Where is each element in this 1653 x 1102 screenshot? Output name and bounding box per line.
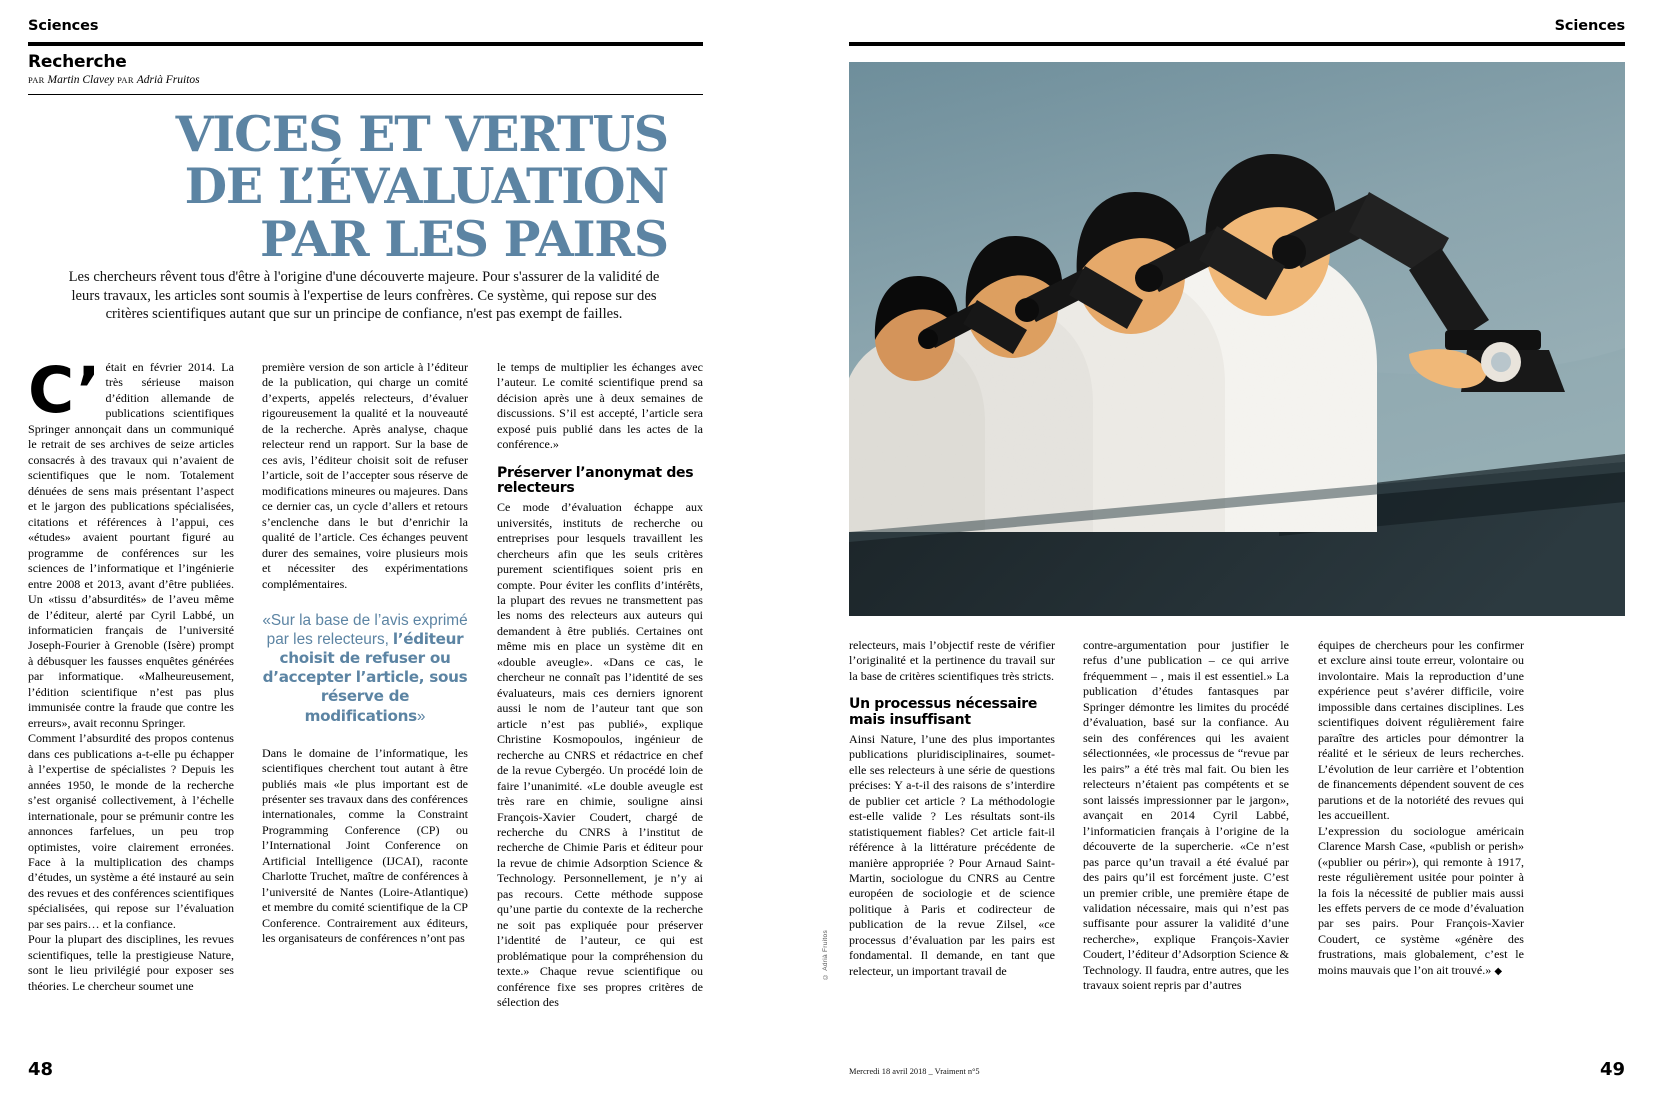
body-paragraph: C’était en février 2014. La très sérieuse maison d’édition allemande de publications scientifiques Springer annonçait dans un communiqué le retrait de ses archives de seize articles consacrés à des travaux qui n’avaient de scientifiques que le nom. Totalement dénuées de sens mais présentant l’aspect et le jargon des publications spécialisées, citations et références à l’appui, ces «études» avaient pourtant figuré au programme de conférences sur les sciences de l’informatique et l’ingénierie entre 2008 et 2013, avant d’être publiées. Un «tissu d’absurdités» de l’aveu même de l’éditeur, alerté par Cyril Labbé, un informaticien français de l’université Joseph-Fourier à Grenoble (Isère) prompt à débusquer les fausses enquêtes générées par informatique. «Malheureusement, l’édition scientifique n’est pas plus immunisée contre la fraude que contre les erreurs», avait reconnu Springer. — [28, 354, 234, 730]
page-number-left: 48 — [28, 1059, 54, 1080]
body-column-3 — [497, 360, 703, 1011]
body-column-6 — [1318, 638, 1524, 979]
left-page — [0, 0, 826, 1102]
body-paragraph: contre-argumentation pour justifier le refus d’une publication – ce qui arrive fréquemment – , mais il est essentiel.» La publication d’études fantasques par Springer démontre les limites du procédé d’évaluation, basé sur la confiance. Au sein des conférences qui les avaient sélectionnées, «le processus de “revue par les pairs” a été très mal fait. Ou bien les relecteurs n’étaient pas compétents et se sont laissés impressionner par le jargon», avançait en 2014 Cyril Labbé, l’informaticien français à l’origine de la découverte de la supercherie. «Ce n’est pas parce qu’un travail a été évalué par des pairs qu’il est forcément juste. C’est un premier crible, une première étape de validation nécessaire, mais qui n’est pas suffisante pour assurer la validité d’une recherche», explique François-Xavier Coudert, l’éditeur d’Adsorption Science & Technology. Il faudra, entre autres, que les travaux soient repris par d’autres — [1083, 638, 1289, 993]
body-column-4 — [849, 638, 1055, 979]
body-paragraph — [1318, 824, 1524, 979]
pull-quote-light: «Sur la base de l’avis exprimé par les relecteurs, — [262, 612, 468, 649]
header-rule-right — [849, 42, 1625, 46]
byline-rule — [28, 94, 703, 95]
standfirst: Les chercheurs rêvent tous d'être à l'origine d'une découverte majeure. Pour s'assurer de la validité de leurs travaux, les articles sont soumis à l'expertise de leurs confrères. Ce système, qui repose sur des critères scientifiques autant que sur un principe de confiance, n'est pas exempt de failles. — [68, 269, 660, 323]
body-paragraph: Comment l’absurdité des propos contenus dans ces publications a-t-elle pu échapper à l’expertise de spécialistes ? Depuis les années 1950, le monde de la recherche s’est organisé collectivement, à l’échelle internationale, pour se prémunir contre les annonces farfelues, un peu trop optimistes, voire clairement erronées. Face à la multiplication des champs d’études, un système a été instauré au sein des revues et des conférences scientifiques spécialisées, qui repose sur l’évaluation par ses pairs… et la confiance. — [28, 731, 234, 931]
body-column-5 — [1083, 638, 1289, 994]
page-title — [28, 105, 668, 268]
body-paragraph: équipes de chercheurs pour les confirmer et exclure ainsi toute erreur, volontaire ou involontaire. Mais la reproduction d’une expérience peut s’avérer difficile, voire impossible dans certaines disciplines. Les scientifiques doivent régulièrement faire paraître des articles pour démontrer la réalité et le sérieux de leurs recherches. L’évolution de leur carrière et l’obtention de financements dépendent souvent de ces parutions et de la notoriété des revues qui les accueillent. — [1318, 638, 1524, 823]
body-paragraph: relecteurs, mais l’objectif reste de vérifier l’originalité et la pertinence du travail sur la base de critères scientifiques très stricts. — [849, 638, 1055, 683]
pull-quote-bold: l’éditeur choisit de refuser ou d’accepter l’article, sous réserve de modifications — [262, 630, 468, 725]
byline-illustrator-name: Adrià Fruitos — [136, 74, 200, 86]
section-subhead: Préserver l’anonymat des relecteurs — [497, 464, 694, 497]
section-kicker: Recherche — [28, 52, 127, 72]
page-number-right: 49 — [1599, 1059, 1625, 1080]
byline-par-label-2: PAR — [117, 75, 134, 85]
researchers-at-microscopes-illustration — [849, 62, 1625, 616]
section-subhead: Un processus nécessaire mais insuffisant — [849, 696, 1038, 729]
body-paragraph: Ce mode d’évaluation échappe aux universités, instituts de recherche ou entreprises pour lesquels travaillent les chercheurs afin que les seuls critères purement scientifiques soient pris en compte. Pour éviter les conflits d’intérêts, la plupart des revues ne transmettent pas les noms des relecteurs aux auteurs qui demandent à être publiés. Certaines ont même mis en place un système dit en «double aveugle». «Dans ce cas, le chercheur ne connaît pas l’identité de ses évaluateurs, mais ces derniers ignorent aussi le nom de l’auteur tant que son article n’est pas publié», explique Christine Kosmopoulos, ingénieur de recherche au CNRS et rédactrice en chef de la revue Cybergéo. Un procédé loin de faire l’unanimité. «Le double aveugle est très rare en chimie, souligne ainsi François-Xavier Coudert, chargé de recherche du CNRS à l’institut de recherche de Chimie Paris et éditeur pour la revue de chimie Adsorption Science & Technology. Personnellement, je n’y ai pas recours. Cette méthode suppose qu’une partie du contexte de la recherche ne soit pas expliquée pour préserver l’identité de l’auteur, ce qui est problématique pour la compréhension du texte.» Chaque revue scientifique ou conférence fixe ses propres critères de sélection des — [497, 500, 703, 1010]
body-column-2 — [262, 360, 468, 947]
end-mark-icon: ◆ — [1494, 965, 1503, 977]
body-paragraph: le temps de multiplier les échanges avec l’auteur. Le comité scientifique prend sa décision après une à deux semaines de discussions. S’il est accepté, l’article sera exposé puis publié dans les actes de la conférence.» — [497, 360, 703, 452]
body-paragraph: Pour la plupart des disciplines, les revues scientifiques, telle la prestigieuse Nature, sont le lieu privilégié pour exposer ses théories. Le chercheur soumet une — [28, 932, 234, 993]
header-rule-left — [28, 42, 703, 46]
issue-line: Mercredi 18 avril 2018 _ Vraiment n°5 — [849, 1067, 980, 1076]
running-head-left: Sciences — [28, 18, 99, 34]
headline-line-3: PAR LES PAIRS — [259, 209, 668, 268]
headline-line-2: DE L’ÉVALUATION — [184, 157, 668, 216]
body-paragraph: Ainsi Nature, l’une des plus importantes publications pluridisciplinaires, soumet-elle ses relecteurs à une série de questions précises: Y a-t-il des raisons de s’interdire de publier cet article ? La méthodologie est-elle valide ? Les résultats sont-ils statistiquement fiables? Cet article fait-il référence à la littérature précédente de manière appropriée ? Pour Arnaud Saint-Martin, sociologue du CNRS au Centre européen de sociologie et de science politique à Paris et codirecteur de publication de la revue Zilsel, «ce processus d’évaluation par les pairs est fondamental. Il demande, en tant que relecteur, un important travail de — [849, 731, 1055, 978]
pull-quote-closing-guillemet: » — [416, 707, 426, 725]
byline-par-label-1: PAR — [28, 75, 45, 85]
illustration-credit: © Adrià Fruitos — [822, 930, 829, 980]
body-column-1 — [28, 354, 234, 994]
byline — [28, 74, 200, 86]
body-paragraph-text: L’expression du sociologue américain Clarence Marsh Case, «publish or perish» («publier ou périr»), qui remonte à 1917, reste régulièrement usitée pour pointer à la fois la nécessité de publier mais aussi les effets pervers de ce mode d’évaluation par ses pairs. Pour François-Xavier Coudert, ce système «génère des frustrations, mais globalement, c’est le moins mauvais que l’on ait trouvé.» — [1318, 823, 1524, 977]
body-paragraph: Dans le domaine de l’informatique, les scientifiques cherchent tout autant à être publiés mais «le plus important est de présenter ses travaux dans des conférences internationales, comme la Constraint Programming Conference (CP) ou l’International Joint Conference on Artificial Intelligence (IJCAI), raconte Charlotte Truchet, maître de conférences à l’université de Nantes (Loire-Atlantique) et membre du comité scientifique de la CP Conference. Contrairement aux éditeurs, les organisateurs de conférences n’ont pas — [262, 745, 468, 946]
headline-line-1: VICES ET VERTUS — [175, 105, 668, 163]
byline-author-name: Martin Clavey — [47, 74, 115, 86]
running-head-right: Sciences — [1554, 18, 1625, 34]
pull-quote — [262, 611, 468, 726]
body-paragraph: première version de son article à l’éditeur de la publication, qui charge un comité d’experts, appelés relecteurs, d’évaluer rigoureusement la qualité et la nouveauté de la recherche. Après analyse, chaque relecteur rend un rapport. Sur la base de ces avis, l’éditeur choisit soit de refuser l’article, soit de l’accepter sous réserve de modifications mineures ou majeures. Dans ce dernier cas, un cycle d’allers et retours s’enclenche dans le but d’enrichir la qualité de l’article. Ces échanges peuvent durer des semaines, voire plusieurs mois et nécessiter des expérimentations complémentaires. — [262, 360, 468, 591]
